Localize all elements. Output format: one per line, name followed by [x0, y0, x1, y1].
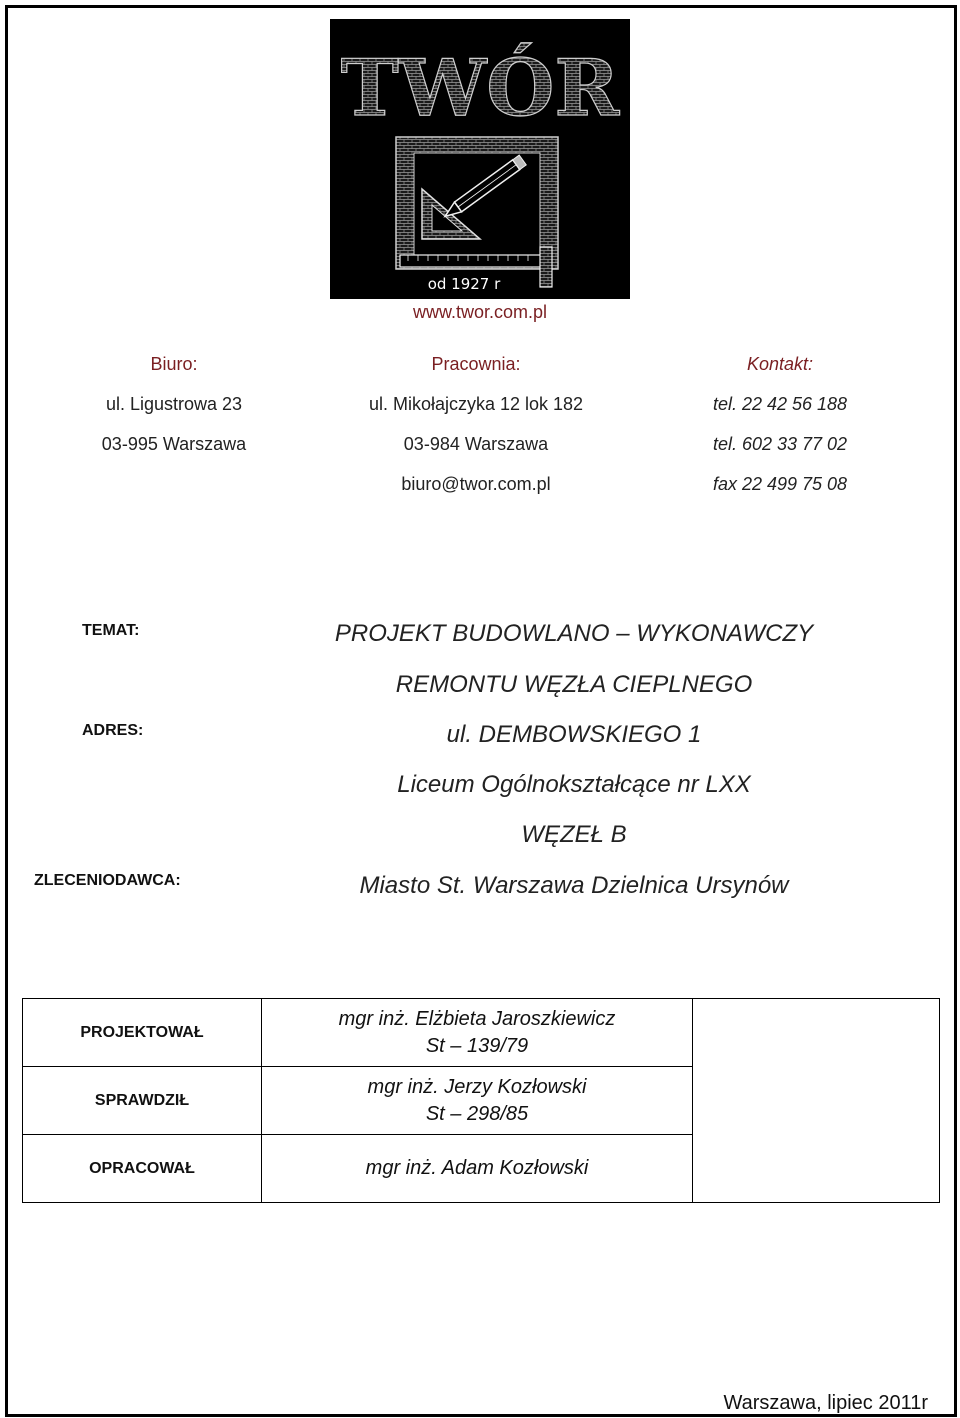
role-opracowal: OPRACOWAŁ	[23, 1135, 262, 1203]
zleceniodawca-value: Miasto St. Warszawa Dzielnica Ursynów	[359, 872, 789, 899]
signer-license: St – 139/79	[425, 1034, 529, 1057]
signer-name: mgr inż. Jerzy Kozłowski	[367, 1075, 587, 1098]
signer-name: mgr inż. Adam Kozłowski	[365, 1157, 589, 1179]
wezel-value: WĘZEŁ B	[521, 821, 627, 848]
kontakt-tel-1: tel. 22 42 56 188	[712, 394, 848, 414]
role-sprawdzil: SPRAWDZIŁ	[23, 1067, 262, 1135]
website-link[interactable]: www.twor.com.pl	[412, 302, 548, 322]
signature-space	[693, 999, 940, 1203]
pracownia-city: 03-984 Warszawa	[403, 434, 549, 454]
signer-cell	[262, 1067, 693, 1135]
drafting-tools-icon	[330, 19, 630, 299]
signature-table	[22, 998, 940, 1203]
kontakt-header: Kontakt:	[746, 354, 814, 374]
temat-label: TEMAT:	[82, 622, 140, 639]
logo-title: TWÓR	[340, 43, 620, 134]
signer-cell	[262, 1135, 693, 1203]
adres-value: ul. DEMBOWSKIEGO 1	[446, 721, 702, 748]
biuro-street: ul. Ligustrowa 23	[105, 394, 243, 414]
pracownia-header: Pracownia:	[431, 354, 521, 374]
signer-name: mgr inż. Elżbieta Jaroszkiewicz	[338, 1007, 616, 1030]
zleceniodawca-label: ZLECENIODAWCA:	[34, 872, 181, 889]
signer-cell	[262, 999, 693, 1067]
pracownia-street: ul. Mikołajczyka 12 lok 182	[368, 394, 584, 414]
biuro-city: 03-995 Warszawa	[101, 434, 247, 454]
company-logo	[330, 19, 630, 299]
kontakt-fax: fax 22 499 75 08	[712, 474, 848, 494]
temat-line-2: REMONTU WĘZŁA CIEPLNEGO	[395, 671, 753, 698]
temat-line-1: PROJEKT BUDOWLANO – WYKONAWCZY	[334, 620, 814, 647]
role-projektowal: PROJEKTOWAŁ	[23, 999, 262, 1067]
biuro-header: Biuro:	[150, 354, 198, 374]
place-date: Warszawa, lipiec 2011r	[723, 1392, 928, 1414]
adres-label: ADRES:	[82, 722, 144, 739]
pracownia-email[interactable]: biuro@twor.com.pl	[401, 474, 551, 494]
obiekt-value: Liceum Ogólnokształcące nr LXX	[397, 771, 751, 798]
table-row	[23, 999, 940, 1067]
kontakt-tel-2: tel. 602 33 77 02	[712, 434, 848, 454]
signer-license: St – 298/85	[425, 1102, 529, 1125]
logo-since: od 1927 r	[427, 275, 501, 293]
